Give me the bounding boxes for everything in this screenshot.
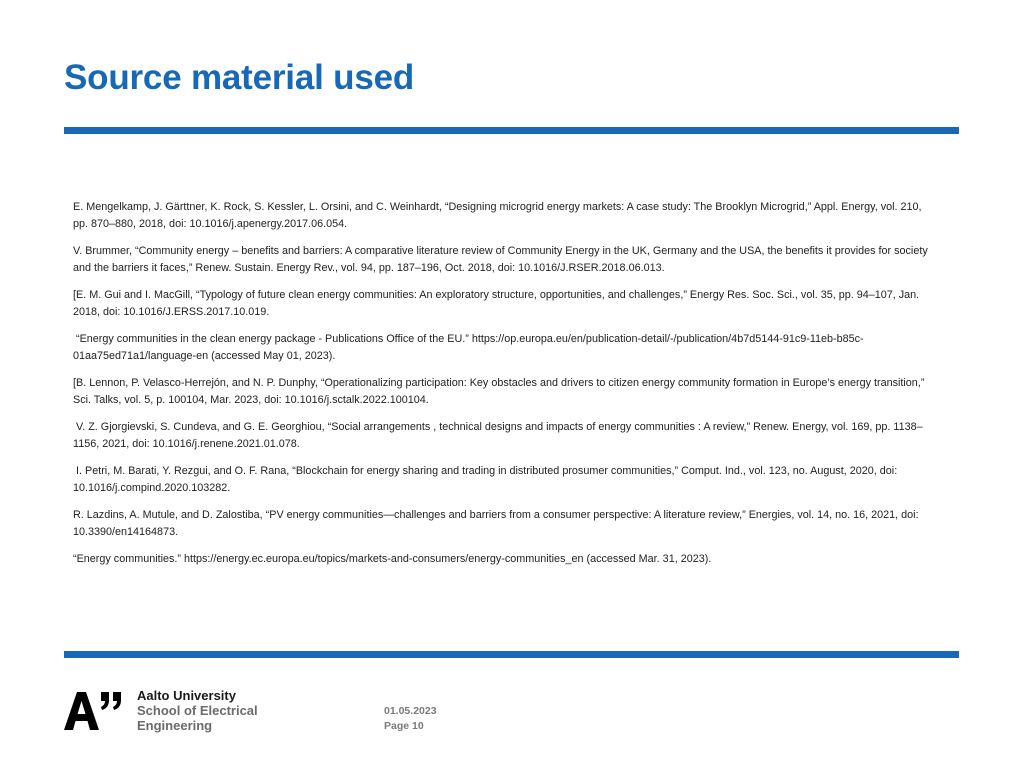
organization-name	[137, 688, 258, 733]
reference-item: V. Brummer, “Community energy – benefits and barriers: A comparative literature review of Community Energy in the UK, Germany and the USA, the benefits it provides for society and the barriers it faces,” Renew. Sustain. Energy Rev., vol. 94, pp. 187–196, Oct. 2018, doi: 10.1016/J.RSER.2018.06.013.	[73, 245, 931, 274]
slide-date: 01.05.2023	[384, 705, 437, 717]
reference-item: I. Petri, M. Barati, Y. Rezgui, and O. F. Rana, “Blockchain for energy sharing and trading in distributed prosumer communities,” Comput. Ind., vol. 123, no. August, 2020, doi: 10.1016/j.compind.2020.103282.	[73, 465, 901, 494]
reference-item: [B. Lennon, P. Velasco-Herrejón, and N. P. Dunphy, “Operationalizing participation: Key obstacles and drivers to citizen energy community formation in Europe’s energy transition,” Sci. Talks, vol. 5, p. 100104, Mar. 2023, doi: 10.1016/j.sctalk.2022.100104.	[73, 377, 928, 406]
footer-meta	[384, 704, 437, 734]
reference-item: “Energy communities.” https://energy.ec.europa.eu/topics/markets-and-consumers/energy-communities_en (accessed Mar. 31, 2023).	[73, 553, 712, 565]
reference-item: V. Z. Gjorgievski, S. Cundeva, and G. E. Georghiou, “Social arrangements , technical designs and impacts of energy communities : A review,” Renew. Energy, vol. 169, pp. 1138–1156, 2021, doi: 10.1016/j.renene.2021.01.078.	[73, 421, 923, 450]
reference-item: E. Mengelkamp, J. Gärttner, K. Rock, S. Kessler, L. Orsini, and C. Weinhardt, “Designing microgrid energy markets: A case study: The Brooklyn Microgrid,” Appl. Energy, vol. 210, pp. 870–880, 2018, doi: 10.1016/j.apenergy.2017.06.054.	[73, 201, 925, 230]
page-number: Page 10	[384, 720, 424, 732]
org-line-school: School of Electrical	[137, 703, 258, 718]
org-line-university: Aalto University	[137, 688, 236, 703]
slide-title: Source material used	[64, 58, 415, 97]
footer-divider	[64, 651, 959, 658]
title-divider	[64, 127, 959, 134]
aalto-logo-icon	[64, 690, 124, 730]
reference-item: [E. M. Gui and I. MacGill, “Typology of future clean energy communities: An exploratory structure, opportunities, and challenges,” Energy Res. Soc. Sci., vol. 35, pp. 94–107, Jan. 2018, doi: 10.1016/J.ERSS.2017.10.019.	[73, 289, 923, 318]
reference-item: “Energy communities in the clean energy package - Publications Office of the EU.” https://op.europa.eu/en/publication-detail/-/publication/4b7d5144-91c9-11eb-b85c-01aa75ed71a1/language-en (accessed May 01, 2023).	[73, 333, 864, 362]
reference-list	[73, 199, 933, 578]
org-line-department: Engineering	[137, 718, 213, 733]
reference-item: R. Lazdins, A. Mutule, and D. Zalostiba, “PV energy communities—challenges and barriers from a consumer perspective: A literature review,” Energies, vol. 14, no. 16, 2021, doi: 10.3390/en14164873.	[73, 509, 922, 538]
